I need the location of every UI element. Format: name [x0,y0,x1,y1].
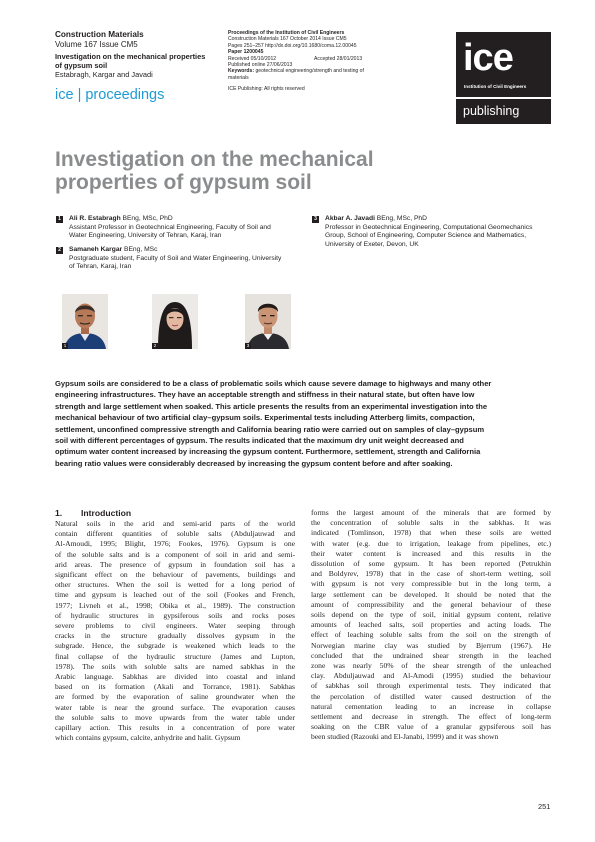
body-text-line: clay. Abduljauwad and Al-Amodi (1995) studied the behaviour [311,671,551,681]
author-degrees: BEng, MSc, PhD [374,215,427,222]
body-text-line: other structures. When the soil is wetted for a long period of [55,580,295,590]
author-degrees: BEng, MSc, PhD [120,215,173,222]
photo-label: 1 [63,343,67,348]
rights-notice: ICE Publishing: All rights reserved [228,86,305,93]
body-text-line: water table is near the ground surface. The evaporation causes [55,702,295,712]
page-title: Investigation on the mechanical properties of gypsum soil [55,148,374,194]
photo-label: 2 [153,343,157,348]
body-text-line: 1978). The soils with soluble salts are named sabkhas in the [55,661,295,671]
body-text-line: contain different quantities of soluble salts (Abduljauwad and [55,529,295,539]
body-text-line: natural cementation leading to an increase in collapse [311,701,551,711]
paper-number: Paper 1200045 [228,49,264,56]
body-text-line: their water content is increased and this results in the [311,548,551,558]
body-text-line: soils depend on the type of soil, initial gypsum content, relative [311,610,551,620]
body-text-line: forms the largest amount of the minerals that are formed by [311,508,551,517]
author-1 [58,215,309,241]
author-name: Samaneh Kargar [69,246,123,253]
running-title: Investigation on the mechanical properties of gypsum soil [55,52,206,71]
author-photo-2 [152,294,198,349]
body-text-line: with gypsum is not very compressible but in the long term, a [311,579,551,589]
body-text-line: 1977; Livneh et al., 1998; Obika et al., 1989). The construction [55,600,295,610]
body-text-line: been studied (Razouki and El-Janabi, 1999) and it was shown [311,732,499,742]
body-text-line: dissolution of some gypsum. It has been reported (Petrukhin [311,559,551,569]
body-text-line: Al-Amoudi, 1995; Blight, 1976; Fookes, 1976). Gypsum is one [55,539,295,549]
published-date: Published online 27/06/2013 [228,62,293,69]
abstract: Gypsum soils are considered to be a class of problematic soils which cause severe damage to highways and many other engineering infrastructures. They have an acceptable strength and stiffness in their natural state, but often have low strength and large settlement when soaked. This article presents the results from an experimental investigation into the mechanical behaviour of two artificial clay–gypsum soils. Experimental tests including Atterberg limits, compaction, settlement, unconfined compressive strength and California bearing ratio were carried out on samples of clay–gypsum soil with different percentages of gypsum. The results indicated that the maximum dry unit weight decreased and optimum water content increased by increasing the gypsum content. Furthermore, settlement, strength and California bearing ratio values were considerably decreased by increasing the gypsum content before and after soaking. [55,379,492,468]
page-number: 251 [538,802,551,811]
body-text-line: capillary action. This results in a concentration of pore water [55,723,295,733]
proceedings-name: Proceedings of the Institution of Civil Engineers [228,30,345,36]
body-text-line: effect of leaching soluble salts from the soil on the strength of [311,630,551,640]
ice-proceedings-brand: ice | proceedings [55,86,165,103]
journal-name: Construction Materials [55,30,144,39]
author-photo-1 [62,294,108,349]
body-text-line: Arabic language. Sabkhas are divided into coastal and inland [55,672,295,682]
body-column-left [55,519,295,743]
body-text-line: of the soluble salts and is a component of soil in arid and semi- [55,549,295,559]
body-column-right [311,508,551,743]
body-text-line: severe problems to civil engineers. Water seeping through [55,621,295,631]
body-text-line: significant effect on the behaviour of pavements, buildings and [55,570,295,580]
portrait-man-2 [245,294,291,349]
body-text-line: which contains gypsum, calcite, anhydrite and halit. Gypsum [55,733,241,743]
author-affiliation: Professor in Geotechnical Engineering, Computational Geomechanics Group, School of Engineering, Computer Science and Mathematics, University of Exeter, Devon, UK [325,223,533,248]
body-text-line: cracks in the structure gradually dissolves gypsum in the [55,631,295,641]
body-text-line: amounts of leached salts, soil properties and acting loads. The [311,620,551,630]
body-text-line: of hydraulic structures in gypsiferous soils and rocks poses [55,610,295,620]
logo-publishing-text: publishing [456,99,551,124]
citation: Construction Materials 167 October 2014 Issue CM5 [228,36,347,43]
author-name: Ali R. Estabragh [69,215,121,222]
portrait-woman [152,294,198,349]
article-metadata: Proceedings of the Institution of Civil Engineers Construction Materials 167 October 2014 Issue CM5 Pages 251–257 http://dx.doi.org/10.1680/coma.12.00045 Paper 1200045 Received 05/10/2012 Accepted 28/01/2013 Published online 27/06/2013 Keywords: geotechnical engineering/strength and testing of materials ICE Publishing: All rights reserved [228,30,396,93]
body-text-line: and Boldyrev, 1978) that in the case of short-term wetting, soil [311,569,551,579]
body-text-line: soaking on the CBR value of a granular gypsiferous soil has [311,722,551,732]
author-photo-3 [245,294,291,349]
body-text-line: the percolation of distilled water caused destruction of the [311,691,551,701]
body-text-line: based on its formation (Akali and Torrance, 1981). Sabkhas [55,682,295,692]
logo-ice-text: ice [463,37,513,79]
section-heading [55,508,131,518]
body-text-line: are formed by the evaporation of saline groundwater when the [55,692,295,702]
body-text-line: settlement and decrease in strength. The effect of long-term [311,712,551,722]
volume-issue: Volume 167 Issue CM5 [55,40,138,49]
body-text-line: time and gypsum is leached out of the soil (Fookes and French, [55,590,295,600]
body-text-line: amount of compressibility and the general behaviour of these [311,599,551,609]
running-authors: Estabragh, Kargar and Javadi [55,70,153,80]
body-text-line: arid areas. The presence of gypsum in foundation soil has a [55,559,295,569]
author-affiliation: Postgraduate student, Faculty of Soil and Water Engineering, University of Tehran, Karaj, Iran [69,254,282,271]
section-title: Introduction [81,508,132,518]
body-text-line: of sabkhas soil through experimental tests. They indicated that [311,681,551,691]
received-date: Received 05/10/2012 [228,55,277,62]
ice-publishing-logo [456,32,551,124]
accepted-date: Accepted 28/01/2013 [314,55,363,62]
photo-label: 3 [246,343,250,348]
section-number: 1. [55,508,63,518]
author-degrees: BEng, MSc [122,246,158,253]
body-text-line: indicated (Tomlinson, 1978) that when these soils are wetted [311,528,551,538]
author-name: Akbar A. Javadi [325,215,375,222]
author-affiliation: Assistant Professor in Geotechnical Engineering, Faculty of Soil and Water Engineering, University of Tehran, Karaj, Iran [69,223,271,240]
body-text-line: Norwegian marine clay was studied by Bjerrum (1967). He [311,640,551,650]
body-text-line: zone was nearly 50% of the shear strength of the unleached [311,661,551,671]
body-text-line: final collapse of the hydraulic structure (James and Lupton, [55,651,295,661]
keywords: Keywords: geotechnical engineering/strength and testing of [228,68,364,75]
author-number-badge: 2 [56,247,63,254]
page-range: Pages 251–257 http://dx.doi.org/10.1680/coma.12.00045 [228,42,357,49]
body-text-line: concluded that the undrained shear strength in the leached [311,650,551,660]
logo-institution-text: Institution of Civil Engineers [464,84,527,89]
body-text-line: the soluble salts to move upwards from the water table under [55,712,295,722]
body-text-line: Natural soils in the arid and semi-arid parts of the world [55,519,295,528]
author-3 [314,215,555,249]
author-2 [58,246,309,272]
body-text-line: with water (e.g. due to irrigation, leakage from pipelines, etc.) [311,538,551,548]
portrait-man-1 [62,294,108,349]
author-number-badge: 1 [56,216,63,223]
author-number-badge: 3 [312,216,319,223]
body-text-line: large settlement can be developed. It should be noted that the [311,589,551,599]
header-left [55,30,235,103]
body-text-line: subgrade. Hence, the subgrade is weakened which leads to the [55,641,295,651]
body-text-line: the concentration of soluble salts in the sabkhas. It was [311,518,551,528]
